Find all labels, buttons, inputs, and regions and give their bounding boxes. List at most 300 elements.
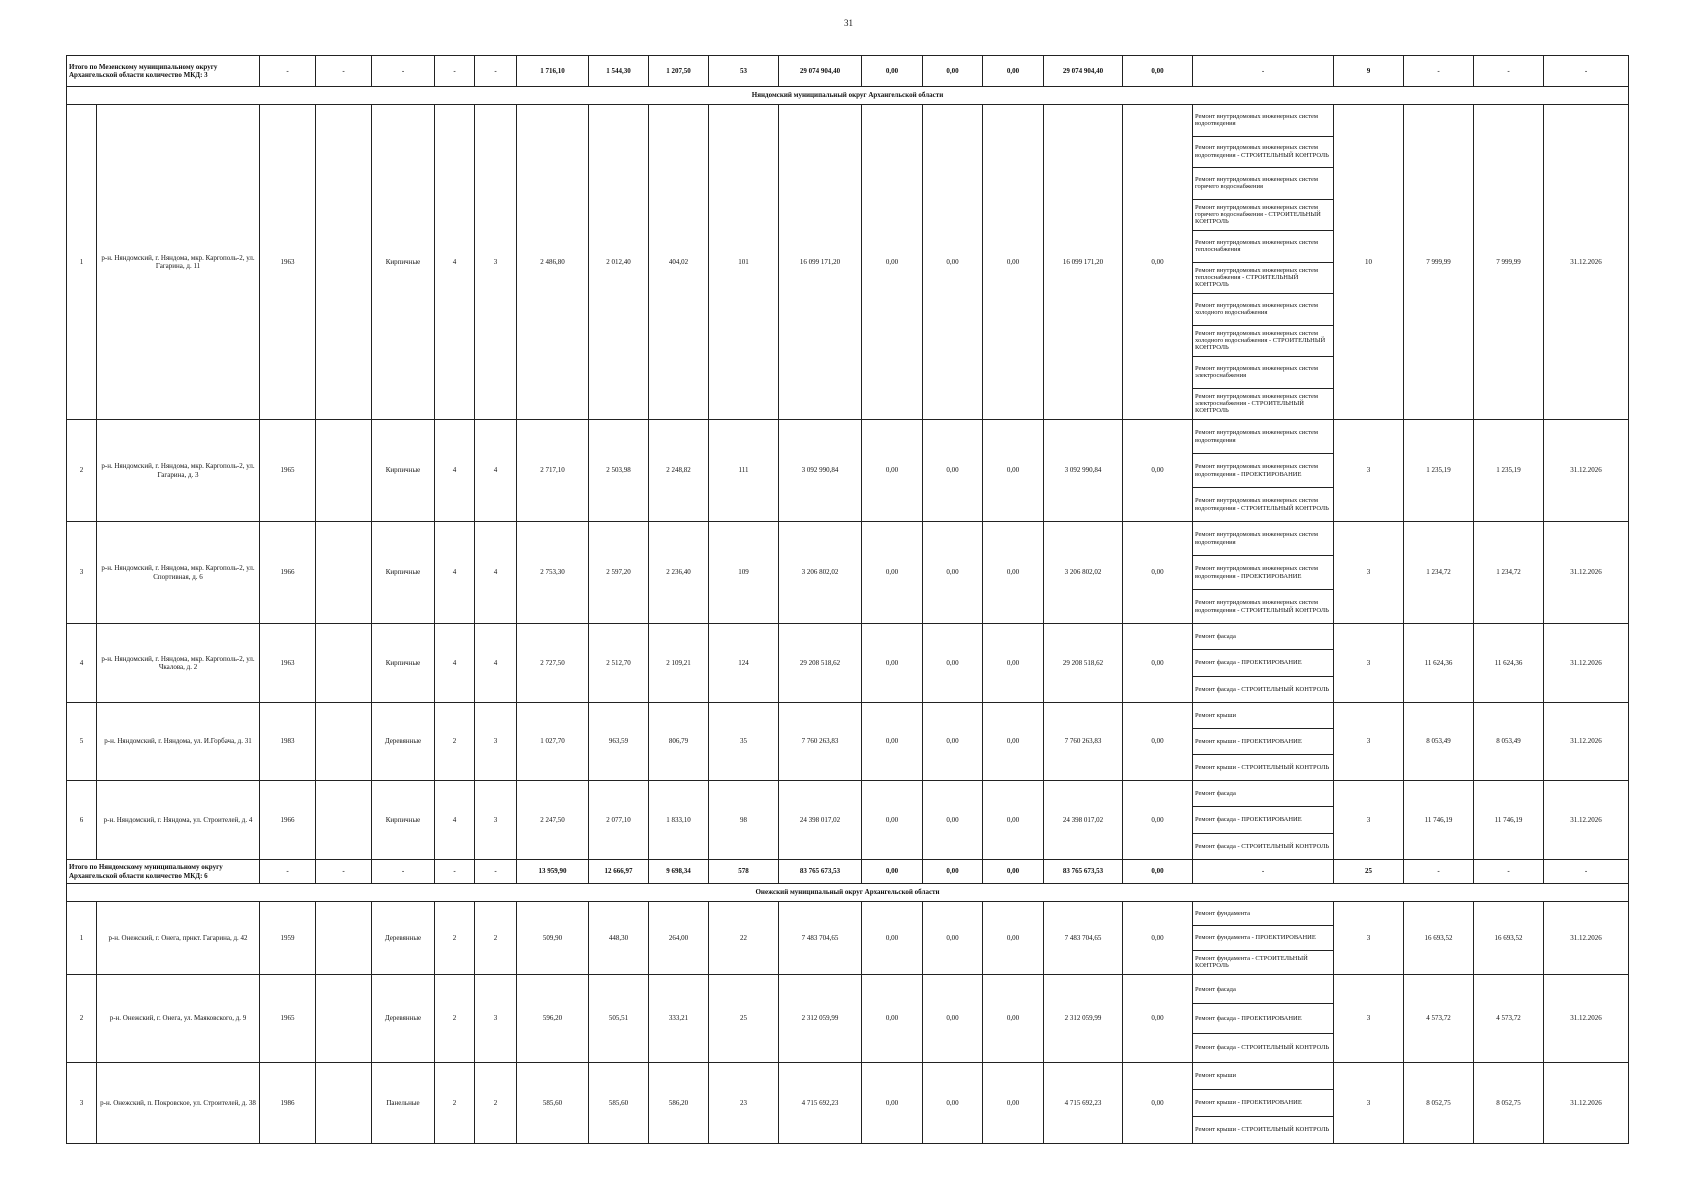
fund-cell: 0,00 xyxy=(862,902,923,975)
work-item: Ремонт крыши - ПРОЕКТИРОВАНИЕ xyxy=(1193,729,1333,755)
work-item: Ремонт внутридомовых инженерных систем водоотведения - СТРОИТЕЛЬНЫЙ КОНТРОЛЬ xyxy=(1193,137,1333,169)
unit-cost-cell: 8 052,75 xyxy=(1404,1063,1474,1144)
deadline-cell: 31.12.2026 xyxy=(1544,902,1629,975)
entrances-cell: 3 xyxy=(475,703,517,781)
cost-cell: 16 099 171,20 xyxy=(779,105,862,420)
total-cell: - xyxy=(1474,56,1544,87)
total-cell: - xyxy=(1404,860,1474,884)
works-cell xyxy=(1193,703,1334,781)
residents-cell: 101 xyxy=(709,105,779,420)
owners-funds-cell: 24 398 017,02 xyxy=(1044,781,1123,860)
table-row xyxy=(67,703,1629,781)
total-cell: 83 765 673,53 xyxy=(1044,860,1123,884)
total-label: Итого по Няндомскому муниципальному округу Архангельской области количество МКД: 6 xyxy=(67,860,260,884)
deadline-cell: 31.12.2026 xyxy=(1544,105,1629,420)
address-cell: р-н. Онежский, г. Онега, ул. Маяковского, д. 9 xyxy=(97,975,260,1063)
area-residential-cell: 2 077,10 xyxy=(589,781,649,860)
area-owned-cell: 2 248,82 xyxy=(649,420,709,522)
owners-funds-cell: 7 760 263,83 xyxy=(1044,703,1123,781)
total-cell: 0,00 xyxy=(862,56,923,87)
work-item: Ремонт фасада - СТРОИТЕЛЬНЫЙ КОНТРОЛЬ xyxy=(1195,842,1330,850)
other-funds-cell: 0,00 xyxy=(1123,975,1193,1063)
address-cell: р-н. Няндомский, г. Няндома, ул. Строителей, д. 4 xyxy=(97,781,260,860)
total-cell: - xyxy=(435,860,475,884)
table-row xyxy=(67,902,1629,975)
section-title: Няндомский муниципальный округ Архангельской области xyxy=(67,87,1629,105)
address-cell: р-н. Няндомский, г. Няндома, мкр. Каргополь-2, ул. Гагарина, д. 3 xyxy=(97,420,260,522)
deadline-cell: 31.12.2026 xyxy=(1544,1063,1629,1144)
work-item: Ремонт внутридомовых инженерных систем водоотведения - СТРОИТЕЛЬНЫЙ КОНТРОЛЬ xyxy=(1195,599,1329,614)
unit-limit-cell: 1 234,72 xyxy=(1474,522,1544,624)
unit-cost-cell: 11 624,36 xyxy=(1404,624,1474,703)
fund-cell: 0,00 xyxy=(862,105,923,420)
table-row xyxy=(67,624,1629,703)
total-cell: 29 074 904,40 xyxy=(779,56,862,87)
fund-cell: 0,00 xyxy=(923,522,983,624)
table-row xyxy=(67,781,1629,860)
other-funds-cell: 0,00 xyxy=(1123,781,1193,860)
total-cell: 0,00 xyxy=(983,860,1044,884)
register-body xyxy=(67,56,1629,1144)
total-cell: 53 xyxy=(709,56,779,87)
floors-cell: 4 xyxy=(435,420,475,522)
year-cell: 1959 xyxy=(260,902,316,975)
empty-cell xyxy=(316,1063,372,1144)
residents-cell: 111 xyxy=(709,420,779,522)
area-owned-cell: 264,00 xyxy=(649,902,709,975)
work-item: Ремонт фасада xyxy=(1193,975,1333,1004)
section-header-row xyxy=(67,87,1629,105)
cost-cell: 3 206 802,02 xyxy=(779,522,862,624)
year-cell: 1965 xyxy=(260,420,316,522)
empty-cell xyxy=(316,105,372,420)
other-funds-cell: 0,00 xyxy=(1123,420,1193,522)
fund-cell: 0,00 xyxy=(923,1063,983,1144)
area-owned-cell: 404,02 xyxy=(649,105,709,420)
work-item: Ремонт внутридомовых инженерных систем теплоснабжения xyxy=(1193,231,1333,263)
area-total-cell: 1 027,70 xyxy=(517,703,589,781)
area-owned-cell: 2 236,40 xyxy=(649,522,709,624)
work-item: Ремонт внутридомовых инженерных систем водоотведения xyxy=(1193,522,1333,556)
total-cell: 9 698,34 xyxy=(649,860,709,884)
fund-cell: 0,00 xyxy=(862,1063,923,1144)
fund-cell: 0,00 xyxy=(983,781,1044,860)
year-cell: 1966 xyxy=(260,522,316,624)
empty-cell xyxy=(316,902,372,975)
total-cell: - xyxy=(1404,56,1474,87)
fund-cell: 0,00 xyxy=(983,1063,1044,1144)
unit-limit-cell: 7 999,99 xyxy=(1474,105,1544,420)
table-row xyxy=(67,522,1629,624)
cost-cell: 24 398 017,02 xyxy=(779,781,862,860)
total-row xyxy=(67,56,1629,87)
work-item: Ремонт фасада - СТРОИТЕЛЬНЫЙ КОНТРОЛЬ xyxy=(1195,685,1330,693)
area-residential-cell: 2 503,98 xyxy=(589,420,649,522)
unit-limit-cell: 4 573,72 xyxy=(1474,975,1544,1063)
work-item: Ремонт внутридомовых инженерных систем холодного водоснабжения - СТРОИТЕЛЬНЫЙ КОНТРОЛЬ xyxy=(1193,326,1333,358)
address-cell: р-н. Няндомский, г. Няндома, мкр. Каргополь-2, ул. Спортивная, д. 6 xyxy=(97,522,260,624)
total-cell: 578 xyxy=(709,860,779,884)
fund-cell: 0,00 xyxy=(983,975,1044,1063)
unit-limit-cell: 8 053,49 xyxy=(1474,703,1544,781)
row-number: 1 xyxy=(67,105,97,420)
work-item: Ремонт фасада - ПРОЕКТИРОВАНИЕ xyxy=(1193,650,1333,676)
cost-cell: 4 715 692,23 xyxy=(779,1063,862,1144)
floors-cell: 4 xyxy=(435,522,475,624)
total-cell: - xyxy=(372,56,435,87)
works-count-cell: 10 xyxy=(1334,105,1404,420)
work-item: Ремонт внутридомовых инженерных систем водоотведения - ПРОЕКТИРОВАНИЕ xyxy=(1193,454,1333,488)
empty-cell xyxy=(316,703,372,781)
fund-cell: 0,00 xyxy=(983,420,1044,522)
residents-cell: 124 xyxy=(709,624,779,703)
fund-cell: 0,00 xyxy=(983,902,1044,975)
total-cell: - xyxy=(260,860,316,884)
empty-cell xyxy=(316,975,372,1063)
unit-cost-cell: 1 234,72 xyxy=(1404,522,1474,624)
work-item: Ремонт внутридомовых инженерных систем электроснабжения - СТРОИТЕЛЬНЫЙ КОНТРОЛЬ xyxy=(1195,392,1318,415)
other-funds-cell: 0,00 xyxy=(1123,522,1193,624)
residents-cell: 109 xyxy=(709,522,779,624)
total-cell: 0,00 xyxy=(983,56,1044,87)
year-cell: 1965 xyxy=(260,975,316,1063)
unit-cost-cell: 16 693,52 xyxy=(1404,902,1474,975)
area-total-cell: 2 247,50 xyxy=(517,781,589,860)
works-count-cell: 3 xyxy=(1334,1063,1404,1144)
year-cell: 1966 xyxy=(260,781,316,860)
empty-cell xyxy=(316,781,372,860)
floors-cell: 4 xyxy=(435,624,475,703)
address-cell: р-н. Онежский, п. Покровское, ул. Строителей, д. 38 xyxy=(97,1063,260,1144)
work-item: Ремонт внутридомовых инженерных систем водоотведения - ПРОЕКТИРОВАНИЕ xyxy=(1193,556,1333,590)
works-cell xyxy=(1193,975,1334,1063)
material-cell: Панельные xyxy=(372,1063,435,1144)
area-residential-cell: 585,60 xyxy=(589,1063,649,1144)
entrances-cell: 2 xyxy=(475,902,517,975)
deadline-cell: 31.12.2026 xyxy=(1544,420,1629,522)
row-number: 3 xyxy=(67,522,97,624)
entrances-cell: 4 xyxy=(475,624,517,703)
total-cell: - xyxy=(1193,56,1334,87)
address-cell: р-н. Няндомский, г. Няндома, мкр. Каргополь-2, ул. Гагарина, д. 11 xyxy=(97,105,260,420)
table-row xyxy=(67,975,1629,1063)
total-cell: 0,00 xyxy=(923,860,983,884)
owners-funds-cell: 3 092 990,84 xyxy=(1044,420,1123,522)
total-cell: 1 544,30 xyxy=(589,56,649,87)
entrances-cell: 3 xyxy=(475,781,517,860)
owners-funds-cell: 7 483 704,65 xyxy=(1044,902,1123,975)
row-number: 1 xyxy=(67,902,97,975)
floors-cell: 4 xyxy=(435,781,475,860)
area-total-cell: 2 486,80 xyxy=(517,105,589,420)
cost-cell: 7 760 263,83 xyxy=(779,703,862,781)
fund-cell: 0,00 xyxy=(923,703,983,781)
floors-cell: 2 xyxy=(435,703,475,781)
total-cell: 1 207,50 xyxy=(649,56,709,87)
works-list xyxy=(1193,1063,1333,1143)
works-count-cell: 3 xyxy=(1334,624,1404,703)
total-cell: - xyxy=(475,860,517,884)
section-header-row xyxy=(67,884,1629,902)
residents-cell: 22 xyxy=(709,902,779,975)
total-cell: - xyxy=(1544,860,1629,884)
empty-cell xyxy=(316,522,372,624)
other-funds-cell: 0,00 xyxy=(1123,105,1193,420)
floors-cell: 2 xyxy=(435,902,475,975)
total-cell: 29 074 904,40 xyxy=(1044,56,1123,87)
works-list xyxy=(1193,781,1333,859)
work-item: Ремонт внутридомовых инженерных систем холодного водоснабжения xyxy=(1193,294,1333,326)
work-item: Ремонт крыши - СТРОИТЕЛЬНЫЙ КОНТРОЛЬ xyxy=(1195,763,1330,771)
unit-limit-cell: 11 746,19 xyxy=(1474,781,1544,860)
owners-funds-cell: 3 206 802,02 xyxy=(1044,522,1123,624)
works-cell xyxy=(1193,1063,1334,1144)
works-list xyxy=(1193,703,1333,780)
area-owned-cell: 333,21 xyxy=(649,975,709,1063)
area-owned-cell: 2 109,21 xyxy=(649,624,709,703)
area-total-cell: 2 727,50 xyxy=(517,624,589,703)
work-item: Ремонт внутридомовых инженерных систем водоотведения xyxy=(1193,105,1333,137)
material-cell: Деревянные xyxy=(372,902,435,975)
table-row xyxy=(67,105,1629,420)
total-cell: 0,00 xyxy=(862,860,923,884)
works-count-cell: 3 xyxy=(1334,420,1404,522)
works-cell xyxy=(1193,105,1334,420)
works-list xyxy=(1193,902,1333,974)
unit-cost-cell: 7 999,99 xyxy=(1404,105,1474,420)
works-count-cell: 3 xyxy=(1334,975,1404,1063)
cost-cell: 2 312 059,99 xyxy=(779,975,862,1063)
work-item: Ремонт фундамента - СТРОИТЕЛЬНЫЙ КОНТРОЛЬ xyxy=(1195,955,1308,970)
unit-limit-cell: 1 235,19 xyxy=(1474,420,1544,522)
owners-funds-cell: 2 312 059,99 xyxy=(1044,975,1123,1063)
works-cell xyxy=(1193,781,1334,860)
other-funds-cell: 0,00 xyxy=(1123,1063,1193,1144)
unit-cost-cell: 8 053,49 xyxy=(1404,703,1474,781)
work-item: Ремонт внутридомовых инженерных систем водоотведения - СТРОИТЕЛЬНЫЙ КОНТРОЛЬ xyxy=(1195,497,1329,512)
area-total-cell: 509,90 xyxy=(517,902,589,975)
residents-cell: 23 xyxy=(709,1063,779,1144)
total-cell: 1 716,10 xyxy=(517,56,589,87)
total-cell: 12 666,97 xyxy=(589,860,649,884)
entrances-cell: 4 xyxy=(475,420,517,522)
work-item: Ремонт внутридомовых инженерных систем электроснабжения xyxy=(1193,357,1333,389)
register-table xyxy=(66,55,1629,1144)
section-title: Онежский муниципальный округ Архангельской области xyxy=(67,884,1629,902)
residents-cell: 98 xyxy=(709,781,779,860)
fund-cell: 0,00 xyxy=(862,624,923,703)
works-list xyxy=(1193,624,1333,702)
empty-cell xyxy=(316,624,372,703)
cost-cell: 7 483 704,65 xyxy=(779,902,862,975)
entrances-cell: 4 xyxy=(475,522,517,624)
unit-limit-cell: 16 693,52 xyxy=(1474,902,1544,975)
entrances-cell: 2 xyxy=(475,1063,517,1144)
works-count-cell: 3 xyxy=(1334,781,1404,860)
unit-cost-cell: 4 573,72 xyxy=(1404,975,1474,1063)
entrances-cell: 3 xyxy=(475,975,517,1063)
total-cell: - xyxy=(1193,860,1334,884)
unit-limit-cell: 8 052,75 xyxy=(1474,1063,1544,1144)
total-cell: - xyxy=(372,860,435,884)
total-cell: - xyxy=(316,56,372,87)
deadline-cell: 31.12.2026 xyxy=(1544,975,1629,1063)
works-cell xyxy=(1193,522,1334,624)
work-item: Ремонт внутридомовых инженерных систем водоотведения xyxy=(1193,420,1333,454)
area-owned-cell: 1 833,10 xyxy=(649,781,709,860)
area-owned-cell: 806,79 xyxy=(649,703,709,781)
work-item: Ремонт внутридомовых инженерных систем теплоснабжения - СТРОИТЕЛЬНЫЙ КОНТРОЛЬ xyxy=(1193,263,1333,295)
material-cell: Кирпичные xyxy=(372,420,435,522)
fund-cell: 0,00 xyxy=(983,105,1044,420)
material-cell: Кирпичные xyxy=(372,781,435,860)
fund-cell: 0,00 xyxy=(923,420,983,522)
total-cell: 13 959,90 xyxy=(517,860,589,884)
fund-cell: 0,00 xyxy=(983,703,1044,781)
total-cell: 0,00 xyxy=(1123,56,1193,87)
work-item: Ремонт фундамента xyxy=(1193,902,1333,926)
works-count-cell: 3 xyxy=(1334,522,1404,624)
fund-cell: 0,00 xyxy=(923,902,983,975)
total-cell: - xyxy=(1544,56,1629,87)
floors-cell: 4 xyxy=(435,105,475,420)
cost-cell: 29 208 518,62 xyxy=(779,624,862,703)
total-cell: - xyxy=(1474,860,1544,884)
work-item: Ремонт фасада xyxy=(1193,624,1333,650)
total-cell: 25 xyxy=(1334,860,1404,884)
row-number: 3 xyxy=(67,1063,97,1144)
work-item: Ремонт фасада - ПРОЕКТИРОВАНИЕ xyxy=(1193,1004,1333,1033)
row-number: 2 xyxy=(67,420,97,522)
material-cell: Кирпичные xyxy=(372,522,435,624)
area-residential-cell: 448,30 xyxy=(589,902,649,975)
work-item: Ремонт фасада xyxy=(1193,781,1333,807)
row-number: 5 xyxy=(67,703,97,781)
year-cell: 1963 xyxy=(260,624,316,703)
residents-cell: 35 xyxy=(709,703,779,781)
material-cell: Кирпичные xyxy=(372,624,435,703)
works-cell xyxy=(1193,420,1334,522)
works-count-cell: 3 xyxy=(1334,902,1404,975)
work-item: Ремонт внутридомовых инженерных систем горячего водоснабжения - СТРОИТЕЛЬНЫЙ КОНТРОЛЬ xyxy=(1193,200,1333,232)
material-cell: Деревянные xyxy=(372,975,435,1063)
fund-cell: 0,00 xyxy=(983,522,1044,624)
work-item: Ремонт фасада - ПРОЕКТИРОВАНИЕ xyxy=(1193,807,1333,833)
work-item: Ремонт крыши - ПРОЕКТИРОВАНИЕ xyxy=(1193,1090,1333,1117)
total-cell: - xyxy=(435,56,475,87)
total-cell: 0,00 xyxy=(1123,860,1193,884)
address-cell: р-н. Няндомский, г. Няндома, ул. И.Горбача, д. 31 xyxy=(97,703,260,781)
page-number: 31 xyxy=(844,18,853,28)
material-cell: Кирпичные xyxy=(372,105,435,420)
unit-cost-cell: 1 235,19 xyxy=(1404,420,1474,522)
works-list xyxy=(1193,420,1333,521)
year-cell: 1986 xyxy=(260,1063,316,1144)
row-number: 2 xyxy=(67,975,97,1063)
work-item: Ремонт крыши - СТРОИТЕЛЬНЫЙ КОНТРОЛЬ xyxy=(1195,1126,1330,1134)
work-item: Ремонт фасада - СТРОИТЕЛЬНЫЙ КОНТРОЛЬ xyxy=(1195,1044,1330,1052)
fund-cell: 0,00 xyxy=(862,781,923,860)
area-total-cell: 585,60 xyxy=(517,1063,589,1144)
area-residential-cell: 2 597,20 xyxy=(589,522,649,624)
area-residential-cell: 2 012,40 xyxy=(589,105,649,420)
area-total-cell: 2 753,30 xyxy=(517,522,589,624)
owners-funds-cell: 16 099 171,20 xyxy=(1044,105,1123,420)
other-funds-cell: 0,00 xyxy=(1123,624,1193,703)
table-row xyxy=(67,1063,1629,1144)
fund-cell: 0,00 xyxy=(923,781,983,860)
works-list xyxy=(1193,105,1333,419)
address-cell: р-н. Няндомский, г. Няндома, мкр. Каргополь-2, ул. Чкалова, д. 2 xyxy=(97,624,260,703)
cost-cell: 3 092 990,84 xyxy=(779,420,862,522)
deadline-cell: 31.12.2026 xyxy=(1544,703,1629,781)
floors-cell: 2 xyxy=(435,1063,475,1144)
owners-funds-cell: 4 715 692,23 xyxy=(1044,1063,1123,1144)
other-funds-cell: 0,00 xyxy=(1123,703,1193,781)
residents-cell: 25 xyxy=(709,975,779,1063)
area-residential-cell: 505,51 xyxy=(589,975,649,1063)
work-item: Ремонт внутридомовых инженерных систем горячего водоснабжения xyxy=(1193,168,1333,200)
total-cell: - xyxy=(260,56,316,87)
deadline-cell: 31.12.2026 xyxy=(1544,522,1629,624)
works-cell xyxy=(1193,624,1334,703)
total-cell: - xyxy=(316,860,372,884)
fund-cell: 0,00 xyxy=(923,975,983,1063)
fund-cell: 0,00 xyxy=(862,703,923,781)
fund-cell: 0,00 xyxy=(862,522,923,624)
works-list xyxy=(1193,975,1333,1062)
total-cell: 83 765 673,53 xyxy=(779,860,862,884)
material-cell: Деревянные xyxy=(372,703,435,781)
row-number: 6 xyxy=(67,781,97,860)
entrances-cell: 3 xyxy=(475,105,517,420)
deadline-cell: 31.12.2026 xyxy=(1544,624,1629,703)
total-cell: - xyxy=(475,56,517,87)
other-funds-cell: 0,00 xyxy=(1123,902,1193,975)
works-count-cell: 3 xyxy=(1334,703,1404,781)
fund-cell: 0,00 xyxy=(923,105,983,420)
work-item: Ремонт фундамента - ПРОЕКТИРОВАНИЕ xyxy=(1193,926,1333,950)
fund-cell: 0,00 xyxy=(983,624,1044,703)
area-owned-cell: 586,20 xyxy=(649,1063,709,1144)
year-cell: 1963 xyxy=(260,105,316,420)
works-list xyxy=(1193,522,1333,623)
owners-funds-cell: 29 208 518,62 xyxy=(1044,624,1123,703)
work-item: Ремонт крыши xyxy=(1193,1063,1333,1090)
work-item: Ремонт крыши xyxy=(1193,703,1333,729)
deadline-cell: 31.12.2026 xyxy=(1544,781,1629,860)
empty-cell xyxy=(316,420,372,522)
table-row xyxy=(67,420,1629,522)
unit-cost-cell: 11 746,19 xyxy=(1404,781,1474,860)
address-cell: р-н. Онежский, г. Онега, прнкт. Гагарина, д. 42 xyxy=(97,902,260,975)
total-label: Итого по Мезенскому муниципальному округу Архангельской области количество МКД: 3 xyxy=(67,56,260,87)
total-row xyxy=(67,860,1629,884)
fund-cell: 0,00 xyxy=(862,975,923,1063)
unit-limit-cell: 11 624,36 xyxy=(1474,624,1544,703)
fund-cell: 0,00 xyxy=(923,624,983,703)
area-residential-cell: 2 512,70 xyxy=(589,624,649,703)
fund-cell: 0,00 xyxy=(862,420,923,522)
area-residential-cell: 963,59 xyxy=(589,703,649,781)
area-total-cell: 2 717,10 xyxy=(517,420,589,522)
area-total-cell: 596,20 xyxy=(517,975,589,1063)
year-cell: 1983 xyxy=(260,703,316,781)
total-cell: 9 xyxy=(1334,56,1404,87)
row-number: 4 xyxy=(67,624,97,703)
floors-cell: 2 xyxy=(435,975,475,1063)
total-cell: 0,00 xyxy=(923,56,983,87)
